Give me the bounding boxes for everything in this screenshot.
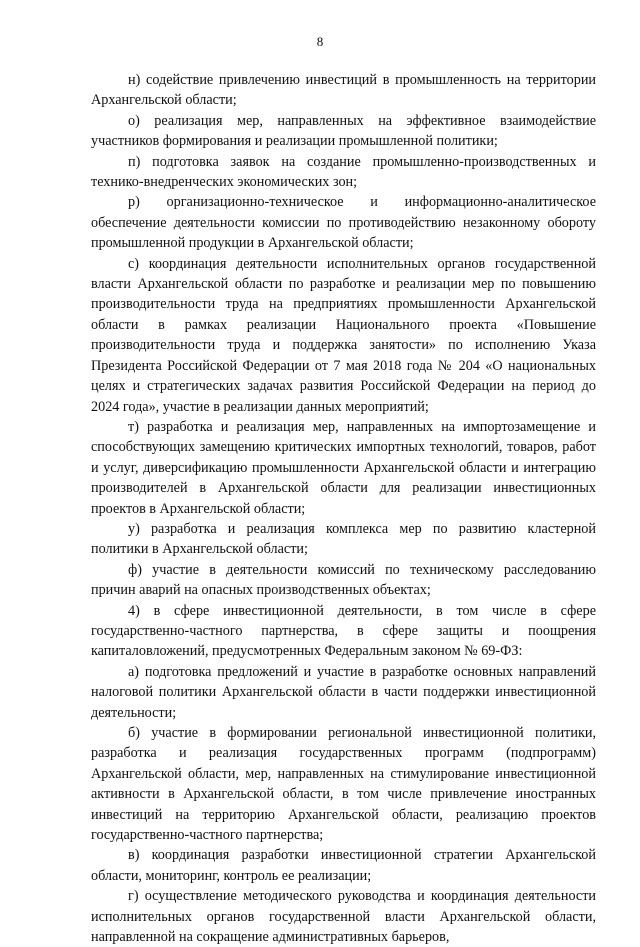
document-body	[91, 70, 596, 947]
paragraph-t: т) разработка и реализация мер, направленных на импортозамещение и способствующих замещению критических импортных технологий, товаров, работ и услуг, диверсификацию промышленности Архангельской области и интеграцию производителей в Архангельской области для реализации инвестиционных проектов в Архангельской области;	[91, 418, 596, 517]
paragraph-r: р) организационно-техническое и информационно-аналитическое обеспечение деятельности комиссии по противодействию незаконному обороту промышленной продукции в Архангельской области;	[91, 194, 596, 252]
paragraph-o: о) реализация мер, направленных на эффективное взаимодействие участников формирования и реализации промышленной политики;	[91, 112, 596, 150]
paragraph-f: ф) участие в деятельности комиссий по техническому расследованию причин аварий на опасных производственных объектах;	[91, 561, 596, 599]
paragraph-s: с) координация деятельности исполнительных органов государственной власти Архангельской области по разработке и реализации мер по повышению производительности труда на предприятиях промышленности Архангельской области в рамках реализации Национального проекта «Повышение производительности труда и поддержка занятости» по исполнению Указа Президента Российской Федерации от 7 мая 2018 года № 204 «О национальных целях и стратегических задачах развития Российской Федерации на период до 2024 года», участие в реализации данных мероприятий;	[91, 255, 596, 415]
paragraph-u: у) разработка и реализация комплекса мер по развитию кластерной политики в Архангельской области;	[91, 520, 596, 558]
paragraph-a: а) подготовка предложений и участие в разработке основных направлений налоговой политики Архангельской области в части поддержки инвестиционной деятельности;	[91, 663, 596, 721]
paragraph-g: г) осуществление методического руководства и координация деятельности исполнительных органов государственной власти Архангельской области, направленной на сокращение административных барьеров,	[91, 888, 596, 946]
paragraph-section-4: 4) в сфере инвестиционной деятельности, в том числе в сфере государственно-частного партнерства, в сфере защиты и поощрения капиталовложений, предусмотренных Федеральным законом № 69-ФЗ:	[91, 602, 596, 660]
paragraph-n: н) содействие привлечению инвестиций в промышленность на территории Архангельской области;	[91, 72, 596, 109]
paragraph-v: в) координация разработки инвестиционной стратегии Архангельской области, мониторинг, контроль ее реализации;	[91, 847, 596, 884]
paragraph-p: п) подготовка заявок на создание промышленно-производственных и технико-внедренческих экономических зон;	[91, 153, 596, 191]
page-number: 8	[316, 34, 324, 49]
paragraph-b: б) участие в формировании региональной инвестиционной политики, разработка и реализация государственных программ (подпрограмм) Архангельской области, мер, направленных на стимулирование инвестиционной активности в Архангельской области, в том числе привлечение иностранных инвестиций на территорию Архангельской области, реализацию проектов государственно-частного партнерства;	[91, 725, 596, 844]
